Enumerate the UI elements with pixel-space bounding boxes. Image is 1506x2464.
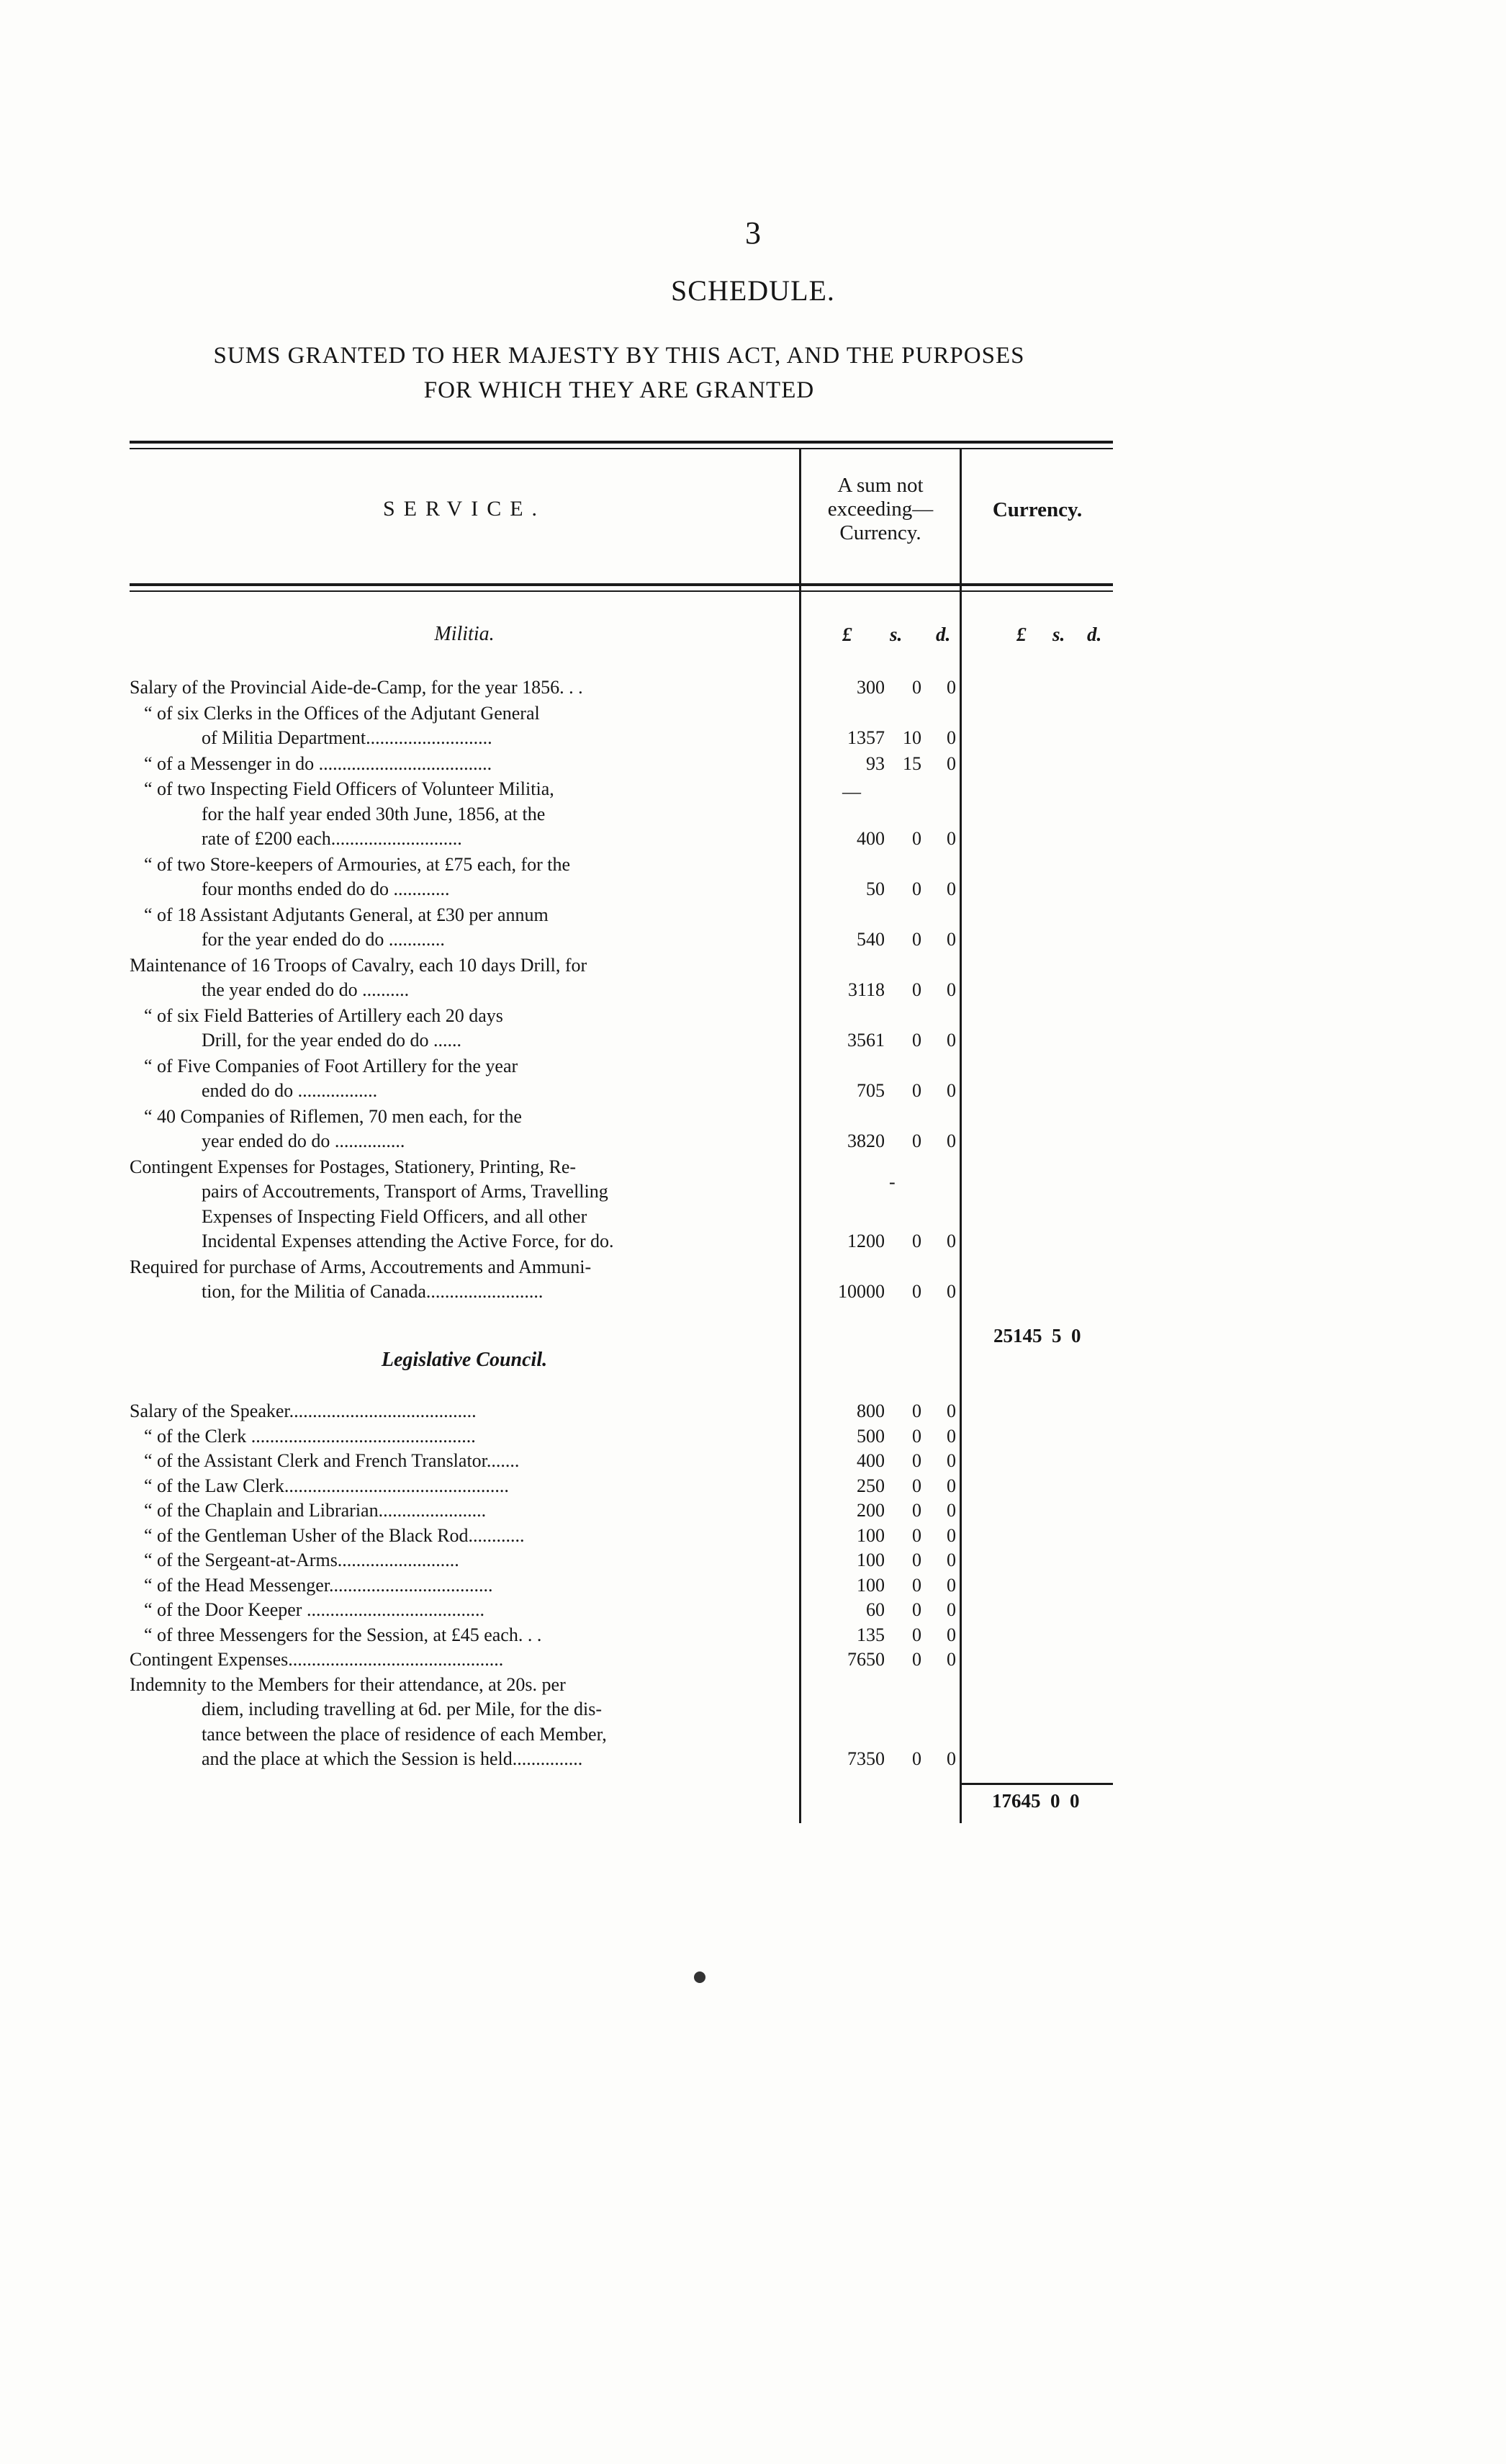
- militia-row-8-line-0: “ of Five Companies of Foot Artillery for the year: [144, 1055, 518, 1076]
- sum-header-line-3: Currency.: [839, 521, 921, 544]
- council-row-4-amount-pence: 0: [947, 1500, 956, 1521]
- militia-row-2-amount-pence: 0: [947, 752, 956, 774]
- council-row-2-amount-pounds: 400: [857, 1450, 885, 1471]
- top-double-rule-a: [130, 441, 1113, 444]
- council-row-6-line-0: “ of the Sergeant-at-Arms..........................: [144, 1550, 459, 1570]
- council-row-3-line-0: “ of the Law Clerk................................................: [144, 1475, 509, 1496]
- council-row-11-line-3: and the place at which the Session is held...............: [202, 1748, 583, 1769]
- militia-dash-2: -: [889, 1172, 896, 1192]
- council-row-7-amount-pence: 0: [947, 1574, 956, 1596]
- council-row-1-amount-pounds: 500: [857, 1425, 885, 1447]
- militia-row-10-line-0: Contingent Expenses for Postages, Stationery, Printing, Re-: [130, 1156, 577, 1177]
- currency-pounds-header: £: [1016, 624, 1027, 645]
- sum-column-header: [801, 474, 960, 545]
- council-row-4-amount-pounds: 200: [857, 1500, 885, 1521]
- council-row-10-amount-pounds: 7650: [847, 1649, 885, 1670]
- militia-row-11-amount-shill: 0: [912, 1281, 921, 1302]
- militia-row-1-line-1: of Militia Department...........................: [202, 727, 492, 748]
- currency-column-header: Currency.: [992, 498, 1083, 521]
- column-divider-sum: [799, 448, 801, 1823]
- militia-row-3-amount-pence: 0: [947, 828, 956, 849]
- council-row-1-amount-pence: 0: [947, 1425, 956, 1447]
- subtitle-line-2: FOR WHICH THEY ARE GRANTED: [423, 377, 815, 403]
- militia-row-11-line-0: Required for purchase of Arms, Accoutrements and Ammuni-: [130, 1256, 592, 1277]
- council-row-10-amount-pence: 0: [947, 1649, 956, 1670]
- council-row-5-amount-pence: 0: [947, 1524, 956, 1546]
- sum-header-line-2: exceeding—: [827, 498, 934, 521]
- council-row-0-amount-pounds: 800: [857, 1400, 885, 1421]
- council-row-3-amount-pence: 0: [947, 1475, 956, 1496]
- sum-pence-header: d.: [936, 624, 951, 645]
- council-row-6-amount-pence: 0: [947, 1550, 956, 1570]
- militia-row-3-line-2: rate of £200 each............................: [202, 828, 462, 849]
- militia-section-title: Militia.: [434, 623, 495, 645]
- militia-row-1-amount-pounds: 1357: [847, 727, 885, 748]
- council-row-7-amount-shill: 0: [912, 1574, 921, 1596]
- council-row-8-amount-shill: 0: [912, 1599, 921, 1620]
- council-row-0-line-0: Salary of the Speaker........................................: [130, 1400, 477, 1421]
- militia-row-11-amount-pence: 0: [947, 1281, 956, 1302]
- militia-row-10-line-1: pairs of Accoutrements, Transport of Arms, Travelling: [202, 1181, 608, 1202]
- militia-row-1-amount-shill: 10: [903, 727, 921, 748]
- militia-row-9-amount-pence: 0: [947, 1130, 956, 1151]
- council-row-11-amount-pounds: 7350: [847, 1748, 885, 1769]
- militia-row-10-line-2: Expenses of Inspecting Field Officers, and all other: [202, 1205, 587, 1227]
- council-row-1-amount-shill: 0: [912, 1425, 921, 1447]
- council-row-7-line-0: “ of the Head Messenger...................................: [144, 1574, 493, 1596]
- militia-row-0-amount-pounds: 300: [857, 677, 885, 698]
- militia-row-8-amount-shill: 0: [912, 1080, 921, 1101]
- subtitle-line-1: SUMS GRANTED TO HER MAJESTY BY THIS ACT, AND THE PURPOSES: [213, 343, 1025, 369]
- page-number: 3: [745, 215, 761, 251]
- militia-row-6-amount-pence: 0: [947, 979, 956, 1000]
- militia-row-7-amount-pounds: 3561: [847, 1030, 885, 1051]
- council-row-2-amount-shill: 0: [912, 1450, 921, 1471]
- militia-row-9-amount-shill: 0: [912, 1130, 921, 1151]
- council-row-3-amount-shill: 0: [912, 1475, 921, 1496]
- council-total-rule: [962, 1783, 1113, 1785]
- council-row-2-line-0: “ of the Assistant Clerk and French Translator.......: [144, 1450, 520, 1471]
- militia-row-3-line-1: for the half year ended 30th June, 1856, at the: [202, 803, 546, 824]
- council-row-6-amount-shill: 0: [912, 1550, 921, 1570]
- militia-row-7-amount-shill: 0: [912, 1030, 921, 1051]
- militia-row-1-line-0: “ of six Clerks in the Offices of the Adjutant General: [144, 702, 540, 724]
- council-row-8-amount-pence: 0: [947, 1599, 956, 1620]
- council-row-11-line-0: Indemnity to the Members for their attendance, at 20s. per: [130, 1673, 566, 1695]
- militia-row-7-line-0: “ of six Field Batteries of Artillery each 20 days: [144, 1004, 503, 1026]
- militia-row-1-amount-pence: 0: [947, 727, 956, 748]
- council-row-4-line-0: “ of the Chaplain and Librarian.......................: [144, 1500, 487, 1521]
- militia-row-11-line-1: tion, for the Militia of Canada.........................: [202, 1281, 544, 1302]
- militia-row-3-amount-shill: 0: [912, 828, 921, 849]
- sum-pounds-header: £: [842, 624, 852, 645]
- council-row-5-amount-shill: 0: [912, 1524, 921, 1546]
- header-double-rule-b: [130, 590, 1113, 592]
- militia-row-6-line-1: the year ended do do ..........: [202, 979, 410, 1000]
- schedule-subtitle: [122, 338, 1116, 408]
- militia-row-4-line-0: “ of two Store-keepers of Armouries, at £75 each, for the: [144, 853, 571, 875]
- militia-row-0-line-0: Salary of the Provincial Aide-de-Camp, for the year 1856. . .: [130, 677, 583, 698]
- council-row-8-line-0: “ of the Door Keeper ......................................: [144, 1599, 484, 1620]
- ink-speck: [694, 1971, 705, 1983]
- militia-row-10-line-3: Incidental Expenses attending the Active Force, for do.: [202, 1231, 614, 1251]
- militia-row-5-line-1: for the year ended do do ............: [202, 929, 445, 950]
- council-row-11-line-1: diem, including travelling at 6d. per Mile, for the dis-: [202, 1699, 602, 1719]
- militia-row-9-line-0: “ 40 Companies of Riflemen, 70 men each, for the: [144, 1105, 522, 1127]
- council-row-10-amount-shill: 0: [912, 1649, 921, 1670]
- militia-row-2-amount-shill: 15: [903, 752, 921, 774]
- militia-dash-1: —: [842, 781, 861, 802]
- sum-header-line-1: A sum not: [837, 474, 924, 497]
- militia-row-9-amount-pounds: 3820: [847, 1130, 885, 1151]
- militia-row-2-amount-pounds: 93: [866, 752, 885, 774]
- militia-row-2-line-0: “ of a Messenger in do .....................................: [144, 752, 492, 774]
- militia-row-0-amount-shill: 0: [912, 677, 921, 698]
- militia-row-7-amount-pence: 0: [947, 1030, 956, 1051]
- militia-row-8-amount-pence: 0: [947, 1080, 956, 1101]
- service-column-header: SERVICE.: [382, 497, 546, 521]
- council-row-6-amount-pounds: 100: [857, 1550, 885, 1570]
- top-double-rule-b: [130, 448, 1113, 449]
- militia-row-3-line-0: “ of two Inspecting Field Officers of Volunteer Militia,: [144, 778, 554, 799]
- militia-row-10-amount-shill: 0: [912, 1231, 921, 1251]
- militia-row-8-amount-pounds: 705: [857, 1080, 885, 1101]
- currency-shillings-header: s.: [1052, 624, 1065, 645]
- sum-shillings-header: s.: [890, 624, 903, 645]
- council-row-0-amount-shill: 0: [912, 1400, 921, 1421]
- header-double-rule-a: [130, 583, 1113, 586]
- council-row-11-amount-shill: 0: [912, 1748, 921, 1769]
- militia-row-4-amount-pounds: 50: [866, 878, 885, 899]
- militia-row-3-amount-pounds: 400: [857, 828, 885, 849]
- militia-row-4-amount-shill: 0: [912, 878, 921, 899]
- column-divider-currency: [960, 448, 962, 1823]
- militia-total: 25145 5 0: [993, 1325, 1081, 1346]
- schedule-heading: SCHEDULE.: [671, 274, 835, 307]
- council-row-10-line-0: Contingent Expenses..............................................: [130, 1649, 504, 1670]
- council-row-5-line-0: “ of the Gentleman Usher of the Black Rod............: [144, 1524, 525, 1546]
- militia-row-5-amount-pounds: 540: [857, 929, 885, 950]
- militia-row-8-line-1: ended do do .................: [202, 1080, 378, 1101]
- militia-row-6-amount-shill: 0: [912, 979, 921, 1000]
- council-row-8-amount-pounds: 60: [866, 1599, 885, 1620]
- militia-row-6-line-0: Maintenance of 16 Troops of Cavalry, each 10 days Drill, for: [130, 954, 587, 976]
- council-row-1-line-0: “ of the Clerk ................................................: [144, 1425, 476, 1447]
- council-row-5-amount-pounds: 100: [857, 1524, 885, 1546]
- militia-row-10-amount-pence: 0: [947, 1231, 956, 1251]
- council-row-9-line-0: “ of three Messengers for the Session, at £45 each. . .: [144, 1624, 542, 1645]
- council-section-title: Legislative Council.: [381, 1349, 548, 1371]
- militia-row-11-amount-pounds: 10000: [838, 1281, 885, 1302]
- currency-pence-header: d.: [1087, 624, 1102, 645]
- militia-row-9-line-1: year ended do do ...............: [202, 1130, 405, 1151]
- council-row-4-amount-shill: 0: [912, 1500, 921, 1521]
- militia-row-7-line-1: Drill, for the year ended do do ......: [202, 1030, 462, 1051]
- militia-row-5-amount-pence: 0: [947, 929, 956, 950]
- militia-row-5-line-0: “ of 18 Assistant Adjutants General, at £30 per annum: [144, 904, 549, 925]
- council-row-11-line-2: tance between the place of residence of each Member,: [202, 1723, 607, 1745]
- militia-row-4-amount-pence: 0: [947, 878, 956, 899]
- militia-row-6-amount-pounds: 3118: [847, 979, 885, 1000]
- council-row-3-amount-pounds: 250: [857, 1475, 885, 1496]
- council-row-0-amount-pence: 0: [947, 1400, 956, 1421]
- council-row-9-amount-pence: 0: [947, 1624, 956, 1645]
- militia-row-0-amount-pence: 0: [947, 677, 956, 698]
- militia-row-5-amount-shill: 0: [912, 929, 921, 950]
- militia-row-4-line-1: four months ended do do ............: [202, 878, 450, 899]
- council-row-2-amount-pence: 0: [947, 1450, 956, 1471]
- council-row-11-amount-pence: 0: [947, 1748, 956, 1769]
- council-row-9-amount-pounds: 135: [857, 1624, 885, 1645]
- council-total: 17645 0 0: [992, 1790, 1080, 1812]
- council-row-7-amount-pounds: 100: [857, 1574, 885, 1596]
- militia-row-10-amount-pounds: 1200: [847, 1231, 885, 1251]
- council-row-9-amount-shill: 0: [912, 1624, 921, 1645]
